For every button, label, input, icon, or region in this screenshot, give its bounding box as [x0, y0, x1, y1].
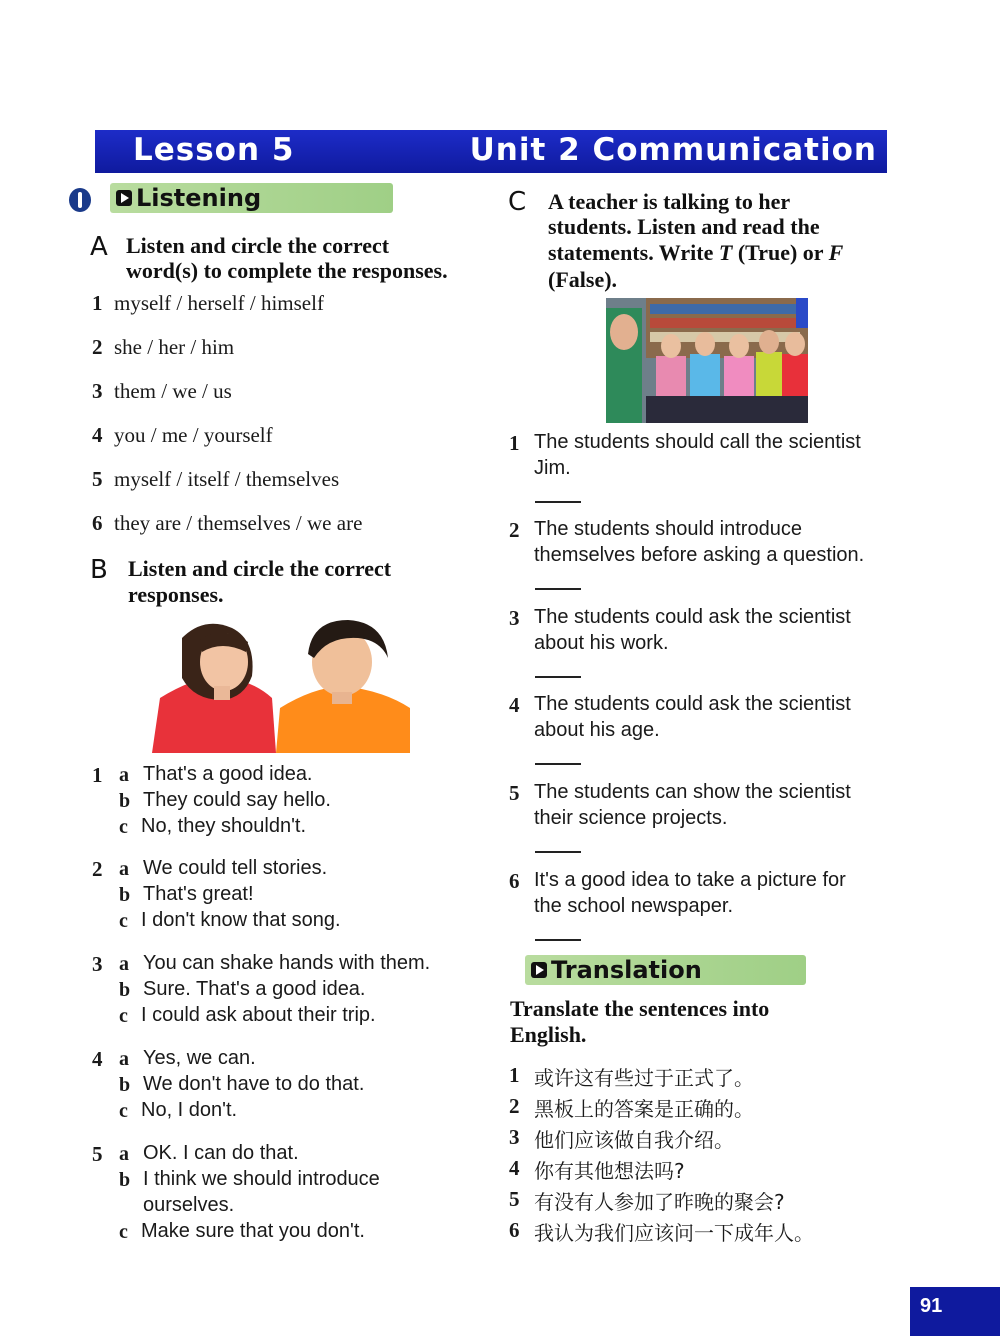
a-item-1-num: 1 — [92, 291, 103, 315]
c-item-5-line1: The students can show the scientist — [534, 781, 851, 803]
b-item-4-b-letter: b — [119, 1074, 131, 1096]
page-number: 91 — [920, 1295, 943, 1317]
a-item-5-text: myself / itself / themselves — [114, 467, 340, 491]
translation-title-line2: English. — [510, 1022, 587, 1047]
c-item-2-line1: The students should introduce — [534, 518, 802, 540]
t-item-3-num: 3 — [509, 1125, 520, 1149]
b-item-2-a-letter: a — [119, 858, 129, 880]
t-item-4-num: 4 — [509, 1156, 520, 1180]
b-item-1-num: 1 — [92, 763, 103, 787]
t-item-5-text: 有没有人参加了昨晚的聚会? — [534, 1190, 785, 1214]
b-item-4-a-letter: a — [119, 1048, 129, 1070]
t-item-3-text: 他们应该做自我介绍。 — [534, 1128, 734, 1152]
c-item-5-num: 5 — [509, 781, 520, 805]
t-item-2-text: 黑板上的答案是正确的。 — [534, 1097, 754, 1121]
c-item-6-answer-blank[interactable] — [535, 939, 581, 941]
a-item-1-text: myself / herself / himself — [114, 291, 324, 315]
b-item-3-a-text: You can shake hands with them. — [143, 952, 431, 974]
b-item-5-num: 5 — [92, 1142, 103, 1166]
page-number-box — [910, 1287, 1000, 1336]
section-c-title-t: T — [718, 240, 733, 265]
c-item-3-answer-blank[interactable] — [535, 676, 581, 678]
section-c-title-line2: students. Listen and read the — [548, 214, 820, 239]
section-c-letter: C — [508, 187, 527, 217]
classroom-photo — [606, 298, 808, 423]
lesson-title: Lesson 5 — [133, 132, 295, 168]
b-item-5-a-letter: a — [119, 1143, 129, 1165]
unit-title: Unit 2 Communication — [469, 132, 877, 168]
b-item-3-c-text: I could ask about their trip. — [141, 1004, 376, 1026]
b-item-5-b-text-line1: I think we should introduce — [143, 1168, 380, 1190]
t-item-6-num: 6 — [509, 1218, 520, 1242]
b-item-2-num: 2 — [92, 857, 103, 881]
b-item-2-c-text: I don't know that song. — [141, 909, 341, 931]
b-item-5-b-text-line2: ourselves. — [143, 1194, 235, 1216]
a-item-2-text: she / her / him — [114, 335, 235, 359]
c-item-4-line1: The students could ask the scientist — [534, 693, 851, 715]
b-item-3-b-text: Sure. That's a good idea. — [143, 978, 366, 1000]
b-item-2-a-text: We could tell stories. — [143, 857, 328, 879]
t-item-4-text: 你有其他想法吗? — [534, 1159, 685, 1183]
c-item-6-line2: the school newspaper. — [534, 895, 734, 917]
a-item-3-num: 3 — [92, 379, 103, 403]
play-icon — [531, 962, 547, 978]
a-item-3-text: them / we / us — [114, 379, 232, 403]
b-item-4-a-text: Yes, we can. — [143, 1047, 256, 1069]
a-item-6-num: 6 — [92, 511, 103, 535]
translation-tag — [525, 955, 806, 985]
b-item-2-b-text: That's great! — [143, 883, 254, 905]
c-item-5-line2: their science projects. — [534, 807, 728, 829]
c-item-6-line1: It's a good idea to take a picture for — [534, 869, 846, 891]
section-c-title-line3 — [548, 240, 843, 266]
audio-disc-icon — [69, 188, 91, 212]
b-item-3-b-letter: b — [119, 979, 131, 1001]
a-item-2-num: 2 — [92, 335, 103, 359]
listening-tag — [110, 183, 393, 213]
section-c-title-line4: (False). — [548, 267, 618, 292]
a-item-4-num: 4 — [92, 423, 103, 447]
section-c-title-line3a: statements. Write — [548, 240, 719, 265]
b-item-5-a-text: OK. I can do that. — [143, 1142, 299, 1164]
section-a-title-line2: word(s) to complete the responses. — [126, 258, 448, 283]
section-b-title-line1: Listen and circle the correct — [128, 556, 392, 581]
b-item-2-b-letter: b — [119, 884, 131, 906]
b-item-3-c-letter: c — [119, 1005, 128, 1027]
c-item-1-answer-blank[interactable] — [535, 501, 581, 503]
c-item-3-num: 3 — [509, 606, 520, 630]
section-b-title-line2: responses. — [128, 582, 224, 607]
c-item-4-answer-blank[interactable] — [535, 763, 581, 765]
translation-label: Translation — [551, 956, 702, 984]
b-item-2-c-letter: c — [119, 910, 128, 932]
section-c-title-line3b: (True) or — [732, 240, 829, 265]
c-item-6-num: 6 — [509, 869, 520, 893]
b-item-1-a-letter: a — [119, 764, 129, 786]
b-item-4-c-text: No, I don't. — [141, 1099, 238, 1121]
c-item-3-line1: The students could ask the scientist — [534, 606, 851, 628]
c-item-3-line2: about his work. — [534, 632, 669, 654]
b-item-4-c-letter: c — [119, 1100, 128, 1122]
b-item-5-c-letter: c — [119, 1221, 128, 1243]
c-item-5-answer-blank[interactable] — [535, 851, 581, 853]
c-item-1-line2: Jim. — [534, 457, 571, 479]
lesson-banner — [95, 130, 887, 173]
t-item-2-num: 2 — [509, 1094, 520, 1118]
c-item-4-num: 4 — [509, 693, 520, 717]
b-item-4-num: 4 — [92, 1047, 103, 1071]
t-item-1-num: 1 — [509, 1063, 520, 1087]
b-item-1-b-text: They could say hello. — [143, 789, 331, 811]
b-item-1-a-text: That's a good idea. — [143, 763, 313, 785]
b-item-4-b-text: We don't have to do that. — [143, 1073, 365, 1095]
c-item-2-num: 2 — [509, 518, 520, 542]
t-item-1-text: 或许这有些过于正式了。 — [534, 1066, 754, 1090]
a-item-5-num: 5 — [92, 467, 103, 491]
translation-title-line1: Translate the sentences into — [510, 996, 770, 1021]
b-item-1-b-letter: b — [119, 790, 131, 812]
c-item-2-line2: themselves before asking a question. — [534, 544, 865, 566]
section-a-title-line1: Listen and circle the correct — [126, 233, 390, 258]
kids-talking-photo — [152, 618, 410, 753]
t-item-5-num: 5 — [509, 1187, 520, 1211]
b-item-1-c-text: No, they shouldn't. — [141, 815, 307, 837]
b-item-5-b-letter: b — [119, 1169, 131, 1191]
b-item-3-a-letter: a — [119, 953, 129, 975]
c-item-4-line2: about his age. — [534, 719, 660, 741]
section-b-letter: B — [90, 555, 108, 585]
section-c-title-line1: A teacher is talking to her — [548, 189, 791, 214]
c-item-2-answer-blank[interactable] — [535, 588, 581, 590]
t-item-6-text: 我认为我们应该问一下成年人。 — [534, 1221, 814, 1245]
a-item-4-text: you / me / yourself — [114, 423, 273, 447]
play-icon — [116, 190, 132, 206]
b-item-5-c-text: Make sure that you don't. — [141, 1220, 365, 1242]
b-item-3-num: 3 — [92, 952, 103, 976]
b-item-1-c-letter: c — [119, 816, 128, 838]
a-item-6-text: they are / themselves / we are — [114, 511, 363, 535]
c-item-1-line1: The students should call the scientist — [534, 431, 861, 453]
section-c-title-f: F — [828, 240, 844, 265]
section-a-letter: A — [90, 232, 108, 262]
c-item-1-num: 1 — [509, 431, 520, 455]
listening-label: Listening — [136, 184, 262, 212]
